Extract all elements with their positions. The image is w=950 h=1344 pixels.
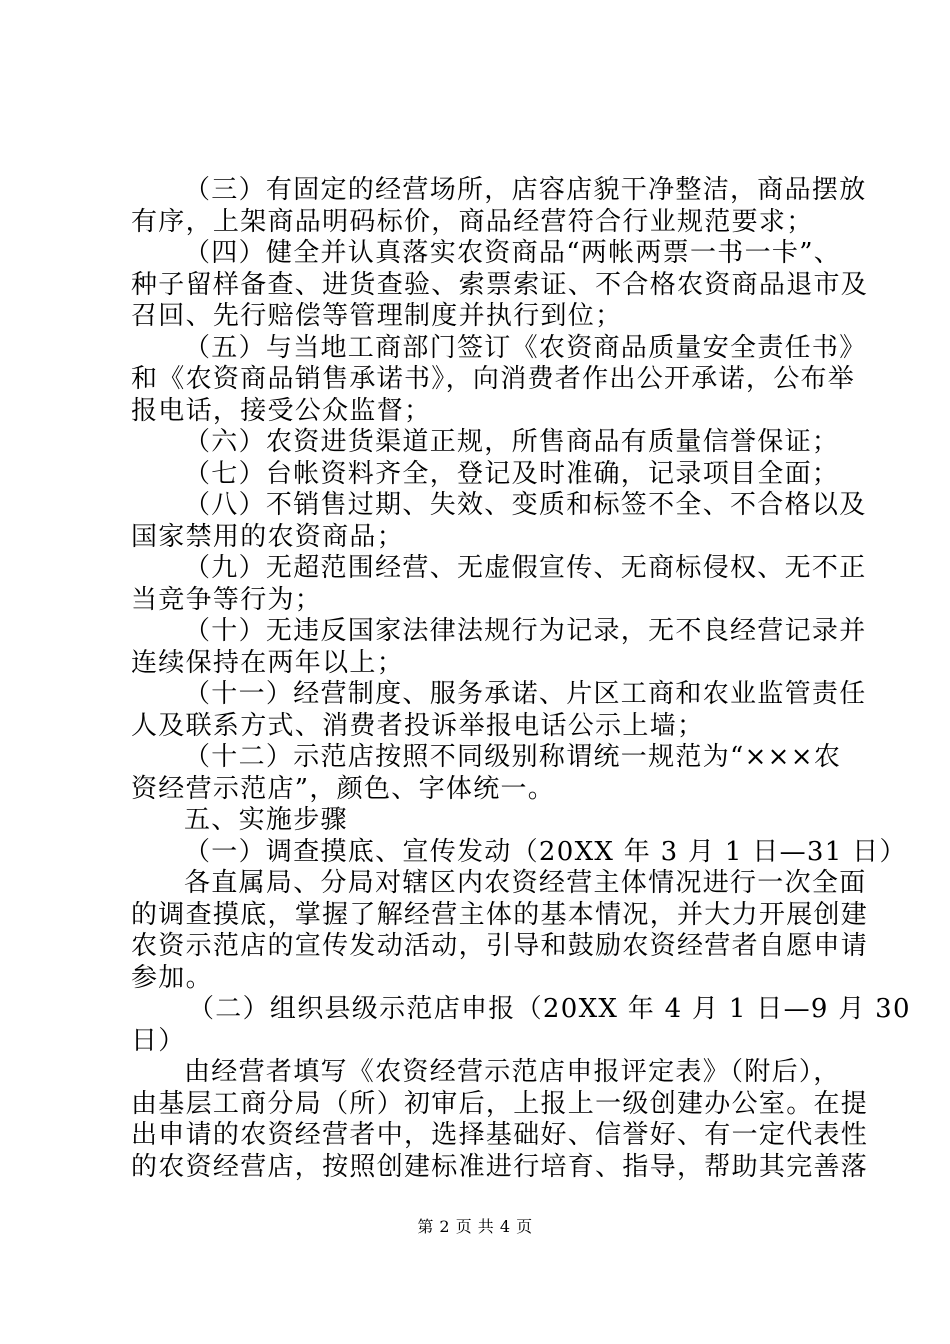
paragraph-line: 由经营者填写《农资经营示范店申报评定表》（附后）， bbox=[184, 1057, 841, 1087]
paragraph-line: （七）台帐资料齐全，登记及时准确，记录项目全面； bbox=[184, 459, 840, 489]
paragraph-line: （十一）经营制度、服务承诺、片区工商和农业监管责任 bbox=[184, 679, 867, 709]
section-heading: 五、实施步骤 bbox=[184, 805, 348, 835]
paragraph-line: 人及联系方式、消费者投诉举报电话公示上墙； bbox=[131, 711, 705, 741]
paragraph-line: 由基层工商分局（所）初审后，上报上一级创建办公室。在提 bbox=[131, 1089, 869, 1119]
paragraph-line: 有序，上架商品明码标价，商品经营符合行业规范要求； bbox=[131, 207, 814, 237]
subsection-heading: （一）调查摸底、宣传发动（20XX 年 3 月 1 日—31 日） bbox=[184, 837, 907, 867]
paragraph-line: （四）健全并认真落实农资商品“两帐两票一书一卡”、 bbox=[184, 238, 842, 268]
page-footer: 第 2 页 共 4 页 bbox=[417, 1217, 533, 1236]
paragraph-line: 参加。 bbox=[131, 963, 213, 993]
paragraph-line: （六）农资进货渠道正规，所售商品有质量信誉保证； bbox=[184, 427, 840, 457]
paragraph-line: 报电话，接受公众监督； bbox=[131, 396, 432, 426]
paragraph-line: （九）无超范围经营、无虚假宣传、无商标侵权、无不正 bbox=[184, 553, 867, 583]
paragraph-line: 的调查摸底，掌握了解经营主体的基本情况，并大力开展创建 bbox=[131, 900, 869, 930]
paragraph-line: （八）不销售过期、失效、变质和标签不全、不合格以及 bbox=[184, 490, 867, 520]
paragraph-line: 和《农资商品销售承诺书》，向消费者作出公开承诺，公布举 bbox=[131, 364, 856, 394]
subsection-heading: （二）组织县级示范店申报（20XX 年 4 月 1 日—9 月 30 bbox=[188, 994, 911, 1024]
paragraph-line: （五）与当地工商部门签订《农资商品质量安全责任书》 bbox=[184, 333, 867, 363]
subsection-heading: 日） bbox=[131, 1026, 186, 1056]
paragraph-line: 种子留样备查、进货查验、索票索证、不合格农资商品退市及 bbox=[131, 270, 869, 300]
paragraph-line: 出申请的农资经营者中，选择基础好、信誉好、有一定代表性 bbox=[131, 1120, 869, 1150]
paragraph-line: （十二）示范店按照不同级别称谓统一规范为“×××农 bbox=[184, 742, 842, 772]
paragraph-line: 资经营示范店”，颜色、字体统一。 bbox=[131, 774, 556, 804]
paragraph-line: 的农资经营店，按照创建标准进行培育、指导，帮助其完善落 bbox=[131, 1152, 869, 1182]
paragraph-line: （三）有固定的经营场所，店容店貌干净整洁，商品摆放 bbox=[184, 175, 867, 205]
paragraph-line: 各直属局、分局对辖区内农资经营主体情况进行一次全面 bbox=[184, 868, 867, 898]
paragraph-line: 农资示范店的宣传发动活动，引导和鼓励农资经营者自愿申请 bbox=[131, 931, 869, 961]
paragraph-line: 召回、先行赔偿等管理制度并执行到位； bbox=[131, 301, 623, 331]
paragraph-line: 当竞争等行为； bbox=[131, 585, 323, 615]
paragraph-line: 国家禁用的农资商品； bbox=[131, 522, 405, 552]
paragraph-line: 连续保持在两年以上； bbox=[131, 648, 405, 678]
paragraph-line: （十）无违反国家法律法规行为记录，无不良经营记录并 bbox=[184, 616, 867, 646]
